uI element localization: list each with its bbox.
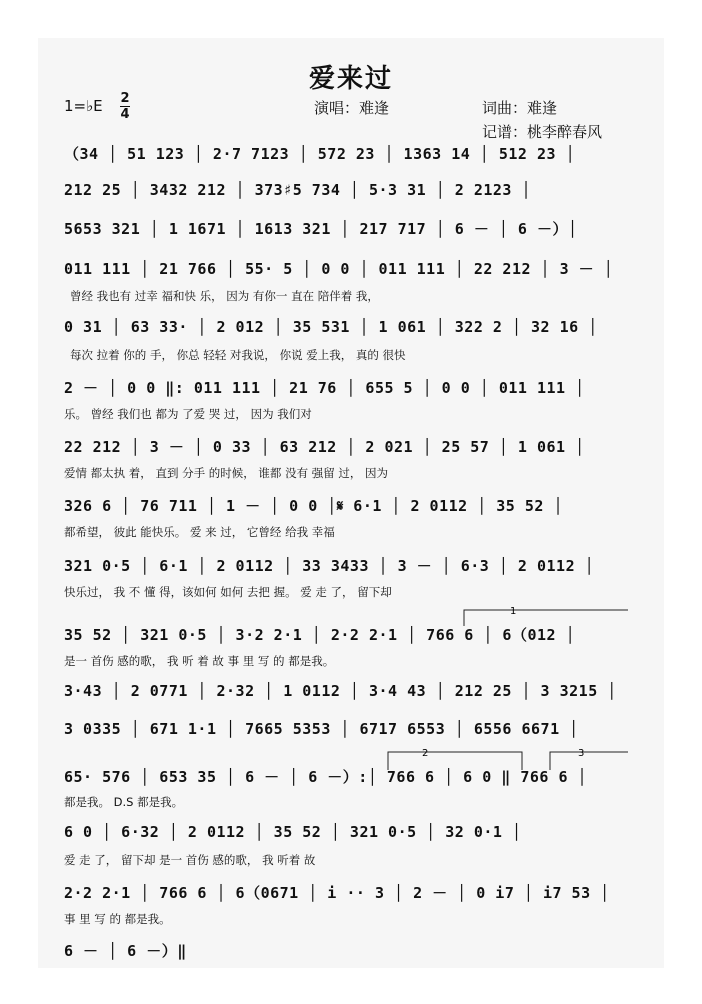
notation-row-8: 326 6 │ 76 711 │ 1 － │ 0 0 │𝄋 6·1 │ 2 0112 │ 35 52 │	[64, 497, 563, 515]
notation-row-11: 3·43 │ 2 0771 │ 2·32 │ 1 0112 │ 3·4 43 │ 212 25 │ 3 3215 │	[64, 682, 617, 700]
lyrics-row-15: 事 里 写 的 都是我。	[64, 912, 171, 926]
song-title: 爱来过	[308, 64, 393, 94]
lyrics-row-8: 都希望， 彼此 能快乐。 爱 来 过， 它曾经 给我 幸福	[64, 525, 335, 539]
singer-credit: 演唱：难逢	[314, 99, 390, 117]
lyrics-row-6: 乐。 曾经 我们也 都为 了爱 哭 过， 因为 我们对	[64, 407, 312, 421]
lyrics-row-10: 是一 首伤 感的歌， 我 听 着 故 事 里 写 的 都是我。	[64, 654, 335, 668]
lyrics-row-13: 都是我。 D.S 都是我。	[64, 795, 184, 809]
lyrics-row-9: 快乐过， 我 不 懂 得，该如何 如何 去把 握。 爱 走 了， 留下却	[64, 585, 392, 599]
notation-row-2: 212 25 │ 3432 212 │ 373♯5 734 │ 5·3 31 │ 2 2123 │	[64, 181, 532, 199]
notation-row-15: 2·2 2·1 │ 766 6 │ 6（0671 │ i ·· 3 │ 2 － │ 0 i7 │ i7 53 │	[64, 884, 610, 902]
lyrics-row-14: 爱 走 了， 留下却 是一 首伤 感的歌， 我 听着 故	[64, 853, 316, 867]
lyricist-credit: 词曲：难逢	[482, 99, 558, 117]
volta-label-1: 1	[510, 606, 517, 617]
lyrics-row-7: 爱情 都太执 着， 直到 分手 的时候， 谁都 没有 强留 过， 因为	[64, 466, 389, 480]
time-denominator: 4	[120, 107, 130, 122]
lyrics-row-5: 每次 拉着 你的 手， 你总 轻轻 对我说， 你说 爱上我， 真的 很快	[70, 348, 406, 362]
notation-row-13: 65· 576 │ 653 35 │ 6 － │ 6 －）:│ 766 6 │ 6 0 ‖ 766 6 │	[64, 768, 588, 786]
notation-row-14: 6 0 │ 6·32 │ 2 0112 │ 35 52 │ 321 0·5 │ 32 0·1 │	[64, 823, 522, 841]
notation-row-1: （34 │ 51 123 │ 2·7 7123 │ 572 23 │ 1363 14 │ 512 23 │	[64, 145, 576, 163]
key-signature: 1=♭E	[64, 97, 103, 115]
notation-row-3: 5653 321 │ 1 1671 │ 1613 321 │ 217 717 │ 6 － │ 6 －）│	[64, 220, 578, 238]
transcriber-credit: 记谱：桃李醉春风	[482, 123, 603, 141]
notation-row-10: 35 52 │ 321 0·5 │ 3·2 2·1 │ 2·2 2·1 │ 766 6 │ 6（012 │	[64, 626, 576, 644]
time-numerator: 2	[120, 91, 130, 106]
volta-label-2: 2	[422, 748, 429, 759]
notation-row-16: 6 － │ 6 －）‖	[64, 942, 187, 960]
volta-label-3: 3	[578, 748, 585, 759]
lyrics-row-4: 曾经 我也有 过幸 福和快 乐， 因为 有你一 直在 陪伴着 我，	[70, 289, 379, 303]
notation-row-12: 3 0335 │ 671 1·1 │ 7665 5353 │ 6717 6553 │ 6556 6671 │	[64, 720, 579, 738]
notation-row-5: 0 31 │ 63 33· │ 2 012 │ 35 531 │ 1 061 │ 322 2 │ 32 16 │	[64, 318, 598, 336]
notation-row-6: 2 － │ 0 0 ‖: 011 111 │ 21 76 │ 655 5 │ 0 0 │ 011 111 │	[64, 379, 585, 397]
notation-row-7: 22 212 │ 3 － │ 0 33 │ 63 212 │ 2 021 │ 25 57 │ 1 061 │	[64, 438, 585, 456]
notation-row-4: 011 111 │ 21 766 │ 55· 5 │ 0 0 │ 011 111 │ 22 212 │ 3 － │	[64, 260, 614, 278]
notation-row-9: 321 0·5 │ 6·1 │ 2 0112 │ 33 3433 │ 3 － │ 6·3 │ 2 0112 │	[64, 557, 595, 575]
